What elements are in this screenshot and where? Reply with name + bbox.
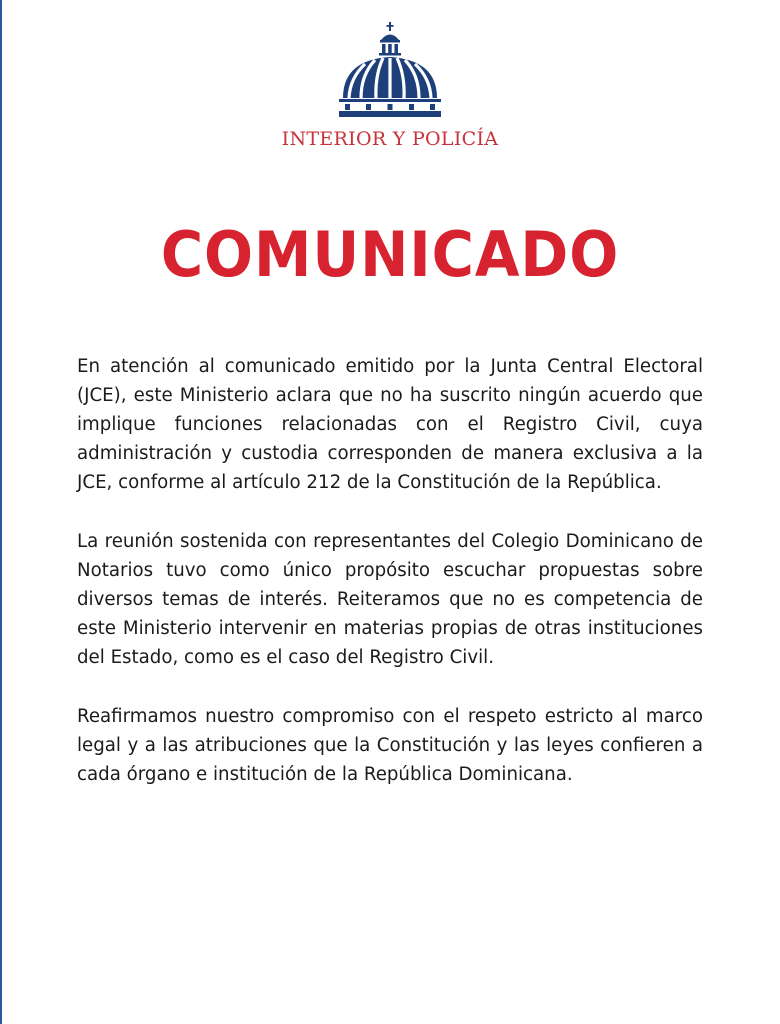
paragraph-2: La reunión sostenida con representantes del Colegio Dominicano de Notarios tuvo como único propósito escuchar propuestas sobre diversos temas de interés. Reiteramos que no es competencia de este Ministerio intervenir en materias propias de otras instituciones del Estado, como es el caso del Registro Civil. bbox=[77, 531, 703, 668]
dome-logo-icon bbox=[335, 20, 445, 120]
paragraph-1: En atención al comunicado emitido por la Junta Central Electoral (JCE), este Ministerio aclara que no ha suscrito ningún acuerdo que implique funciones relacionadas con el Registro Civil, cuya administración y custodia corresponden de manera exclusiva a la JCE, conforme al artículo 212 de la Constitución de la República. bbox=[77, 356, 703, 493]
page-title: COMUNICADO bbox=[160, 218, 620, 291]
statement-body bbox=[77, 352, 703, 819]
paragraph-3: Reafirmamos nuestro compromiso con el respeto estricto al marco legal y a las atribuciones que la Constitución y las leyes confieren a cada órgano e institución de la República Dominicana. bbox=[77, 706, 703, 785]
organization-name: INTERIOR Y POLICÍA bbox=[281, 128, 499, 150]
left-edge-border bbox=[0, 0, 2, 1024]
